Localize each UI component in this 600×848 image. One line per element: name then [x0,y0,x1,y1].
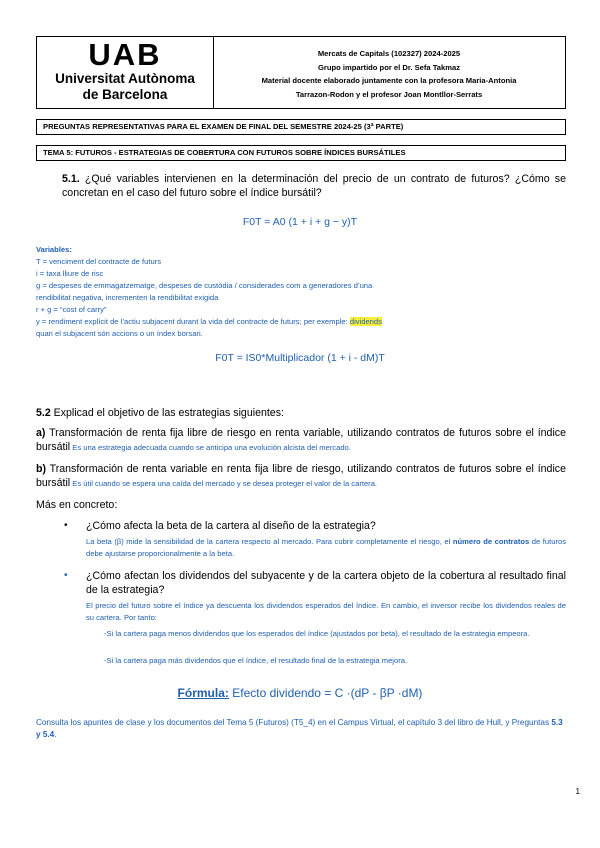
course-line: Tarrazon-Rodon y el profesor Joan Montllor-Serrats [295,89,483,99]
formula-text: F0T = A0 (1 + i + g − y)T [242,216,358,228]
variable-item: i = taxa lliure de risc [36,269,104,278]
variables-title: Variables: [36,245,72,254]
question-number: 5.1. [62,173,80,185]
formula-futures-price [0,216,600,228]
topic-title-bar: TEMA 5: FUTUROS - ESTRATEGIAS DE COBERTURA CON FUTUROS SOBRE ÍNDICES BURSÁTILES [36,145,566,161]
strategy-a [36,426,566,454]
variable-text: y = rendiment explícit de l’actiu subjacent durant la vida del contracte de futurs; per exemple: [36,317,350,326]
bullet-dividend-question: ¿Cómo afectan los dividendos del subyacente y de la cartera objeto de la cobertura al resultado final de la estrategia? [86,570,566,596]
dividends-highlight: dividends [349,317,382,326]
strategy-b-text: Transformación de renta variable en renta fija libre de riesgo, utilizando contratos de futuros sobre el índice bursátil [36,463,566,489]
course-line: Mercats de Capitals (102327) 2024-2025 [317,49,461,58]
variables-list [36,244,566,340]
dividend-case-more: -Si la cartera paga más dividendos que el índice, el resultado final de la estrategia mejora. [104,656,408,665]
question-5-1 [62,172,566,200]
question-5-2 [36,406,566,420]
strategy-a-label: a) [36,427,46,439]
strategy-a-answer: Es una estrategia adecuada cuando se anticipa una evolución alcista del mercado. [70,443,351,452]
question-text: Explicad el objetivo de las estrategias siguientes: [50,407,284,419]
course-line: Grupo impartido por el Dr. Sefa Takmaz [317,62,461,72]
answer-text: de futuros debe ajustarse proporcionalmente a la beta. [86,537,566,558]
course-info [217,47,561,101]
mas-en-concreto: Más en concreto: [36,499,118,511]
header-divider [213,37,214,108]
question-text: ¿Qué variables intervienen en la determinación del precio de un contrato de futuros? ¿Cómo se concretan en el caso del futuro sobre el índice bursátil? [62,173,566,199]
answer-bold: número de contratos [452,537,530,546]
bullet-icon: • [64,570,68,581]
dividend-case-less: -Si la cartera paga menos dividendos que los esperados del índice (ajustados por beta), el resultado de la estrategia empeora. [104,629,530,638]
question-number: 5.2 [36,407,51,419]
course-line: Material docente elaborado juntamente con la profesora Maria-Antonia [261,76,517,85]
variable-item: r + g = “cost of carry” [36,305,107,314]
dividend-effect-formula [0,686,600,700]
formula-label: Fórmula: [177,686,229,700]
logo-university: Universitat Autònoma [55,71,195,86]
formula-text: F0T = IS0*Multiplicador (1 + i - dM)T [215,352,385,364]
strategy-a-text: Transformación de renta fija libre de riesgo en renta variable, utilizando contratos de futuros sobre el índice bursátil [36,427,566,453]
footer-bold: 5.3 y 5.4 [36,718,563,739]
strategy-b [36,462,566,490]
variable-item: rendibilitat negativa, incrementen la rendibilitat exigida [36,293,219,302]
formula-text: Efecto dividendo = C ·(dP - βP ·dM) [228,686,423,700]
variable-item: T = venciment del contracte de futurs [36,257,162,266]
bullet-dividend-answer: El precio del futuro sobre el índice ya descuenta los dividendos esperados del índice. En cambio, el inversor recibe los dividendos reales de su cartera. Por tanto: [86,601,566,622]
bullet-beta-question: ¿Cómo afecta la beta de la cartera al diseño de la estrategia? [86,520,376,532]
answer-text: La beta (β) mide la sensibilidad de la cartera respecto al mercado. Para cubrir completamente el riesgo, el [86,537,453,546]
variable-item-dividends [36,316,566,328]
bullet-icon: • [64,520,68,531]
logo-city: de Barcelona [82,87,168,102]
footer-note [36,717,566,741]
footer-text: . [54,730,57,739]
variable-item: g = despeses de emmagatzematge, despeses de custòdia / considerades com a generadores d’una [36,281,373,290]
bullet-beta-answer [86,536,566,560]
formula-index-future [0,352,600,364]
footer-text: Consulta los apuntes de clase y los documentos del Tema 5 (Futuros) (T5_4) en el Campus Virtual, el capítulo 3 del libro de Hull, y Preguntas [36,718,552,727]
variable-item: quan el subjacent són accions o un índex borsari. [36,329,203,338]
page-number: 1 [575,787,580,796]
strategy-b-label: b) [36,463,46,475]
logo-uab: UAB [88,37,162,72]
uab-logo [37,39,213,103]
strategy-b-answer: Es útil cuando se espera una caída del mercado y se desea proteger el valor de la cartera. [70,479,378,488]
header-box [36,36,566,109]
exam-title-bar: PREGUNTAS REPRESENTATIVAS PARA EL EXAMEN DE FINAL DEL SEMESTRE 2024-25 (3ª PARTE) [36,119,566,135]
